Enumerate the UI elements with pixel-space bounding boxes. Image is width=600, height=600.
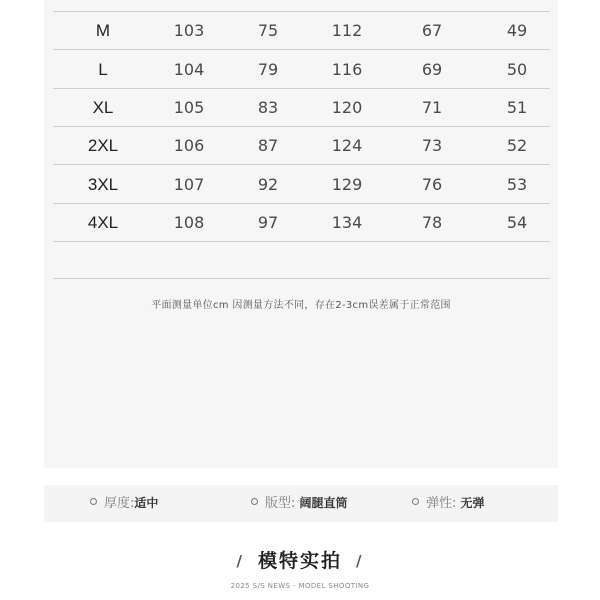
measure-cell: 78 xyxy=(421,213,443,232)
measure-cell: 52 xyxy=(506,136,528,155)
row-divider xyxy=(53,88,550,89)
measure-cell: 49 xyxy=(506,21,528,40)
model-shooting-title xyxy=(0,546,600,573)
size-cell: 4XL xyxy=(87,213,119,232)
table-row xyxy=(53,12,550,50)
section-subtitle: 2025 S/S NEWS - MODEL SHOOTING xyxy=(230,582,370,590)
measure-cell: 51 xyxy=(506,98,528,117)
table-row xyxy=(53,166,550,204)
row-divider xyxy=(53,278,550,279)
measure-cell: 79 xyxy=(257,60,279,79)
measure-cell xyxy=(477,0,557,11)
measure-cell: 92 xyxy=(257,175,279,194)
measure-cell: 69 xyxy=(421,60,443,79)
measure-cell: 50 xyxy=(506,60,528,79)
measure-cell: 108 xyxy=(173,213,205,232)
feature-label: 厚度: xyxy=(104,496,135,511)
measure-cell: 106 xyxy=(173,136,205,155)
size-cell: 3XL xyxy=(87,175,119,194)
measure-cell: 134 xyxy=(331,213,363,232)
measure-cell: 87 xyxy=(257,136,279,155)
bullet-icon xyxy=(251,498,258,505)
feature-label: 弹性: xyxy=(426,496,457,511)
measure-cell xyxy=(228,0,308,11)
table-row xyxy=(53,51,550,89)
measure-cell: 73 xyxy=(421,136,443,155)
slash-decoration: / xyxy=(236,552,244,570)
table-row xyxy=(53,204,550,242)
measure-cell: 75 xyxy=(257,21,279,40)
table-row-partial xyxy=(53,0,550,11)
row-divider xyxy=(53,11,550,12)
size-cell: 2XL xyxy=(87,136,119,155)
bullet-icon xyxy=(90,498,97,505)
measure-cell: 105 xyxy=(173,98,205,117)
measure-cell: 71 xyxy=(421,98,443,117)
measure-cell: 104 xyxy=(173,60,205,79)
measure-cell: 116 xyxy=(331,60,363,79)
measure-cell: 83 xyxy=(257,98,279,117)
table-row xyxy=(53,89,550,127)
feature-value: 适中 xyxy=(134,496,159,510)
size-cell xyxy=(63,0,143,11)
row-divider xyxy=(53,203,550,204)
measurement-note: 平面测量单位cm 因测量方法不同，存在2-3cm误差属于正常范围 xyxy=(151,300,451,311)
measure-cell xyxy=(149,0,229,11)
measure-cell: 120 xyxy=(331,98,363,117)
measure-cell: 124 xyxy=(331,136,363,155)
row-divider xyxy=(53,241,550,242)
section-title-text: 模特实拍 xyxy=(257,550,342,572)
measure-cell: 97 xyxy=(257,213,279,232)
measure-cell: 76 xyxy=(421,175,443,194)
fabric-feature-bar xyxy=(44,485,558,522)
measure-cell xyxy=(392,0,472,11)
row-divider xyxy=(53,49,550,50)
size-cell: L xyxy=(98,60,108,79)
row-divider xyxy=(53,164,550,165)
row-divider xyxy=(53,126,550,127)
feature-value: 阔腿直筒 xyxy=(299,496,348,510)
measure-cell: 67 xyxy=(421,21,443,40)
measure-cell: 112 xyxy=(331,21,363,40)
feature-fit xyxy=(251,485,348,522)
feature-label: 版型: xyxy=(265,496,296,511)
measure-cell: 103 xyxy=(173,21,205,40)
table-row xyxy=(53,127,550,165)
measure-cell: 107 xyxy=(173,175,205,194)
measure-cell: 129 xyxy=(331,175,363,194)
measure-cell xyxy=(307,0,387,11)
measure-cell: 53 xyxy=(506,175,528,194)
measure-cell: 54 xyxy=(506,213,528,232)
bullet-icon xyxy=(412,498,419,505)
size-cell: XL xyxy=(92,98,114,117)
slash-decoration: / xyxy=(356,552,364,570)
feature-elasticity xyxy=(412,485,485,522)
feature-thickness xyxy=(90,485,158,522)
feature-value: 无弹 xyxy=(460,496,485,510)
size-cell: M xyxy=(95,21,111,40)
